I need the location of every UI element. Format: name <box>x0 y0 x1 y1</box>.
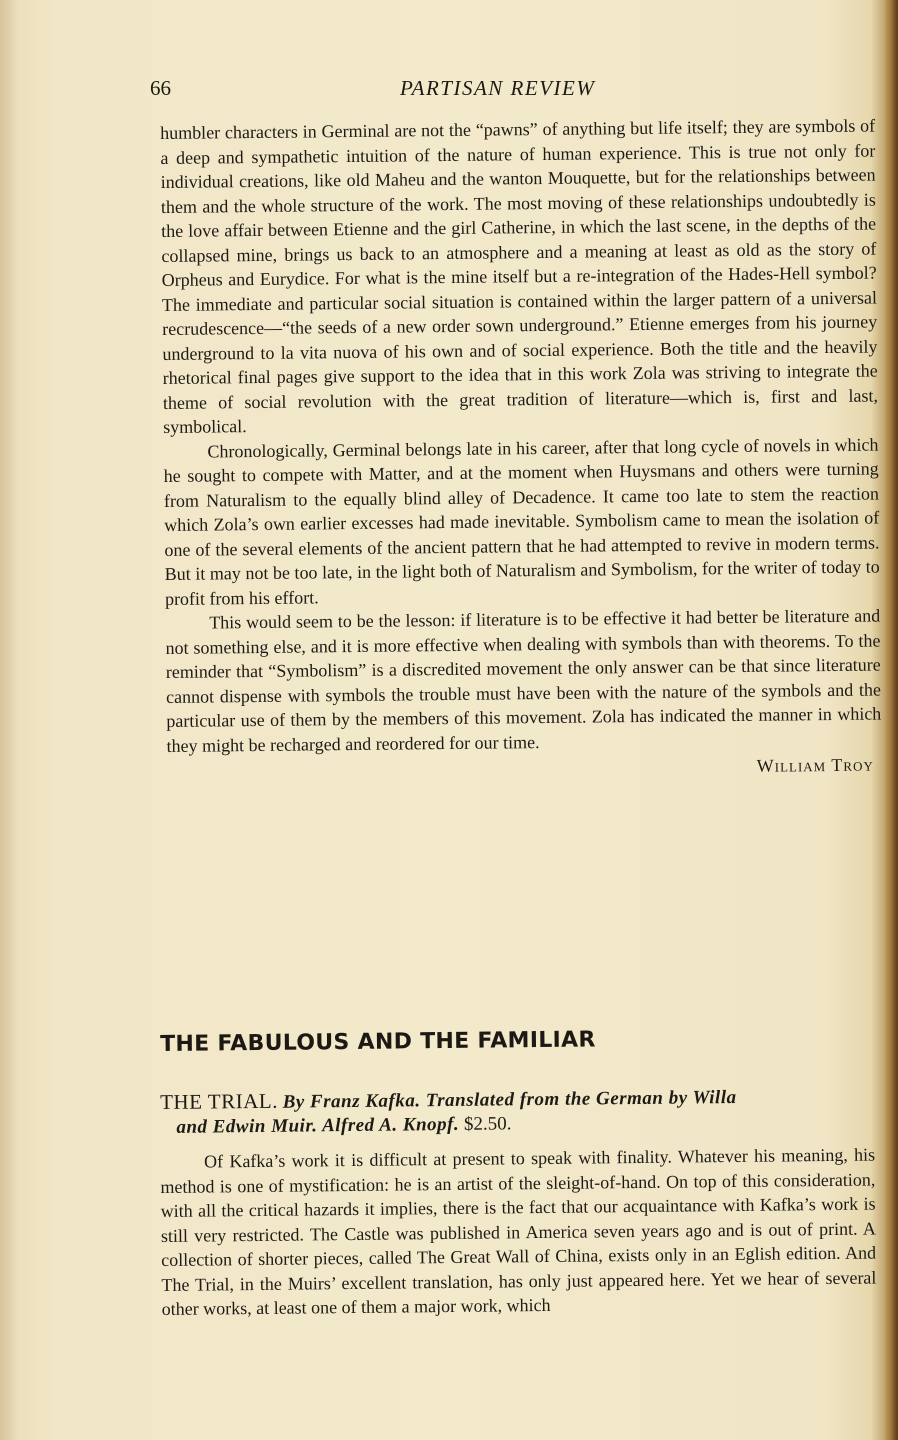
review-book-heading <box>160 1082 880 1140</box>
article-one-body <box>160 114 882 785</box>
article-one-paragraph-2: Chronologically, Germinal belongs late in his career, after that long cycle of novels in which he sought to compete with Matter, and at the moment when Huysmans and others were turning from Naturalism to the equally blind alley of Decadence. It came too late to stem the reaction which Zola’s own earlier excesses had made inevitable. Symbolism came to mean the isolation of one of the several elements of the ancient pattern that he had attempted to revive in modern terms. But it may not be too late, in the light both of Naturalism and Symbolism, for the writer of today to profit from his effort. <box>163 433 880 609</box>
page-gutter-shadow <box>0 0 18 1440</box>
book-price: $2.50. <box>463 1113 512 1135</box>
article-one-author: William Troy <box>756 754 874 776</box>
book-credit-line-2: and Edwin Muir. Alfred A. Knopf. <box>176 1113 460 1138</box>
book-title: THE TRIAL. <box>160 1088 279 1114</box>
article-two-paragraph-1: Of Kafka’s work it is difficult at present to speak with finality. Whatever his meaning, his method is one of mystification: he is an artist of the sleight-of-hand. On top of this consideration, with all the critical hazards it implies, there is the fact that our acquaintance with Kafka’s work is still very restricted. The Castle was published in America seven years ago and is out of print. A collection of shorter pieces, called The Great Wall of China, exists only in an Eglish edition. And The Trial, in the Muirs’ excellent translation, has only just appeared here. Yet we hear of several other works, at least one of them a major work, which <box>160 1144 877 1319</box>
journal-title: PARTISAN REVIEW <box>400 76 596 100</box>
running-head <box>150 76 880 106</box>
page-edge-shadow <box>884 0 898 1440</box>
page-number: 66 <box>150 76 171 100</box>
article-two-body <box>160 1143 877 1322</box>
article-one-paragraph-3: This would seem to be the lesson: if literature is to be effective it had better be literature and not something else, and it is more effective when dealing with symbols than with theorems. To the reminder that “Symbolism” is a discredited movement the only answer can be that since literature cannot dispense with symbols the trouble must have been with the nature of the symbols and the particular use of them by the members of this movement. Zola has indicated the manner in which they might be recharged and reordered for our time. <box>165 605 882 756</box>
section-title: THE FABULOUS AND THE FAMILIAR <box>160 1027 596 1057</box>
book-credit-line-1: By Franz Kafka. Translated from the German by Willa <box>282 1086 737 1113</box>
article-one-paragraph-1: humbler characters in Germinal are not the “pawns” of anything but life itself; they are symbols of a deep and sympathetic intuition of the nature of human experience. This is true not only for individual creations, like old Maheu and the wanton Mouquette, but for the relationships between them and the whole structure of the work. The most moving of these relationships undoubtedly is the love affair between Etienne and the girl Catherine, in which the last scene, in the depths of the collapsed mine, brings us back to an atmosphere and a meaning at least as old as the story of Orpheus and Eurydice. For what is the mine itself but a re-integration of the Hades-Hell symbol? The immediate and particular social situation is contained within the larger pattern of a universal recrudescence—“the seeds of a new order sown underground.” Etienne emerges from his journey underground to la vita nuova of his own and of social experience. Both the title and the heavily rhetorical final pages give support to the idea that in this work Zola was striving to integrate the theme of social revolution with the great tradition of literature—which is, first and last, symbolical. <box>160 115 879 437</box>
